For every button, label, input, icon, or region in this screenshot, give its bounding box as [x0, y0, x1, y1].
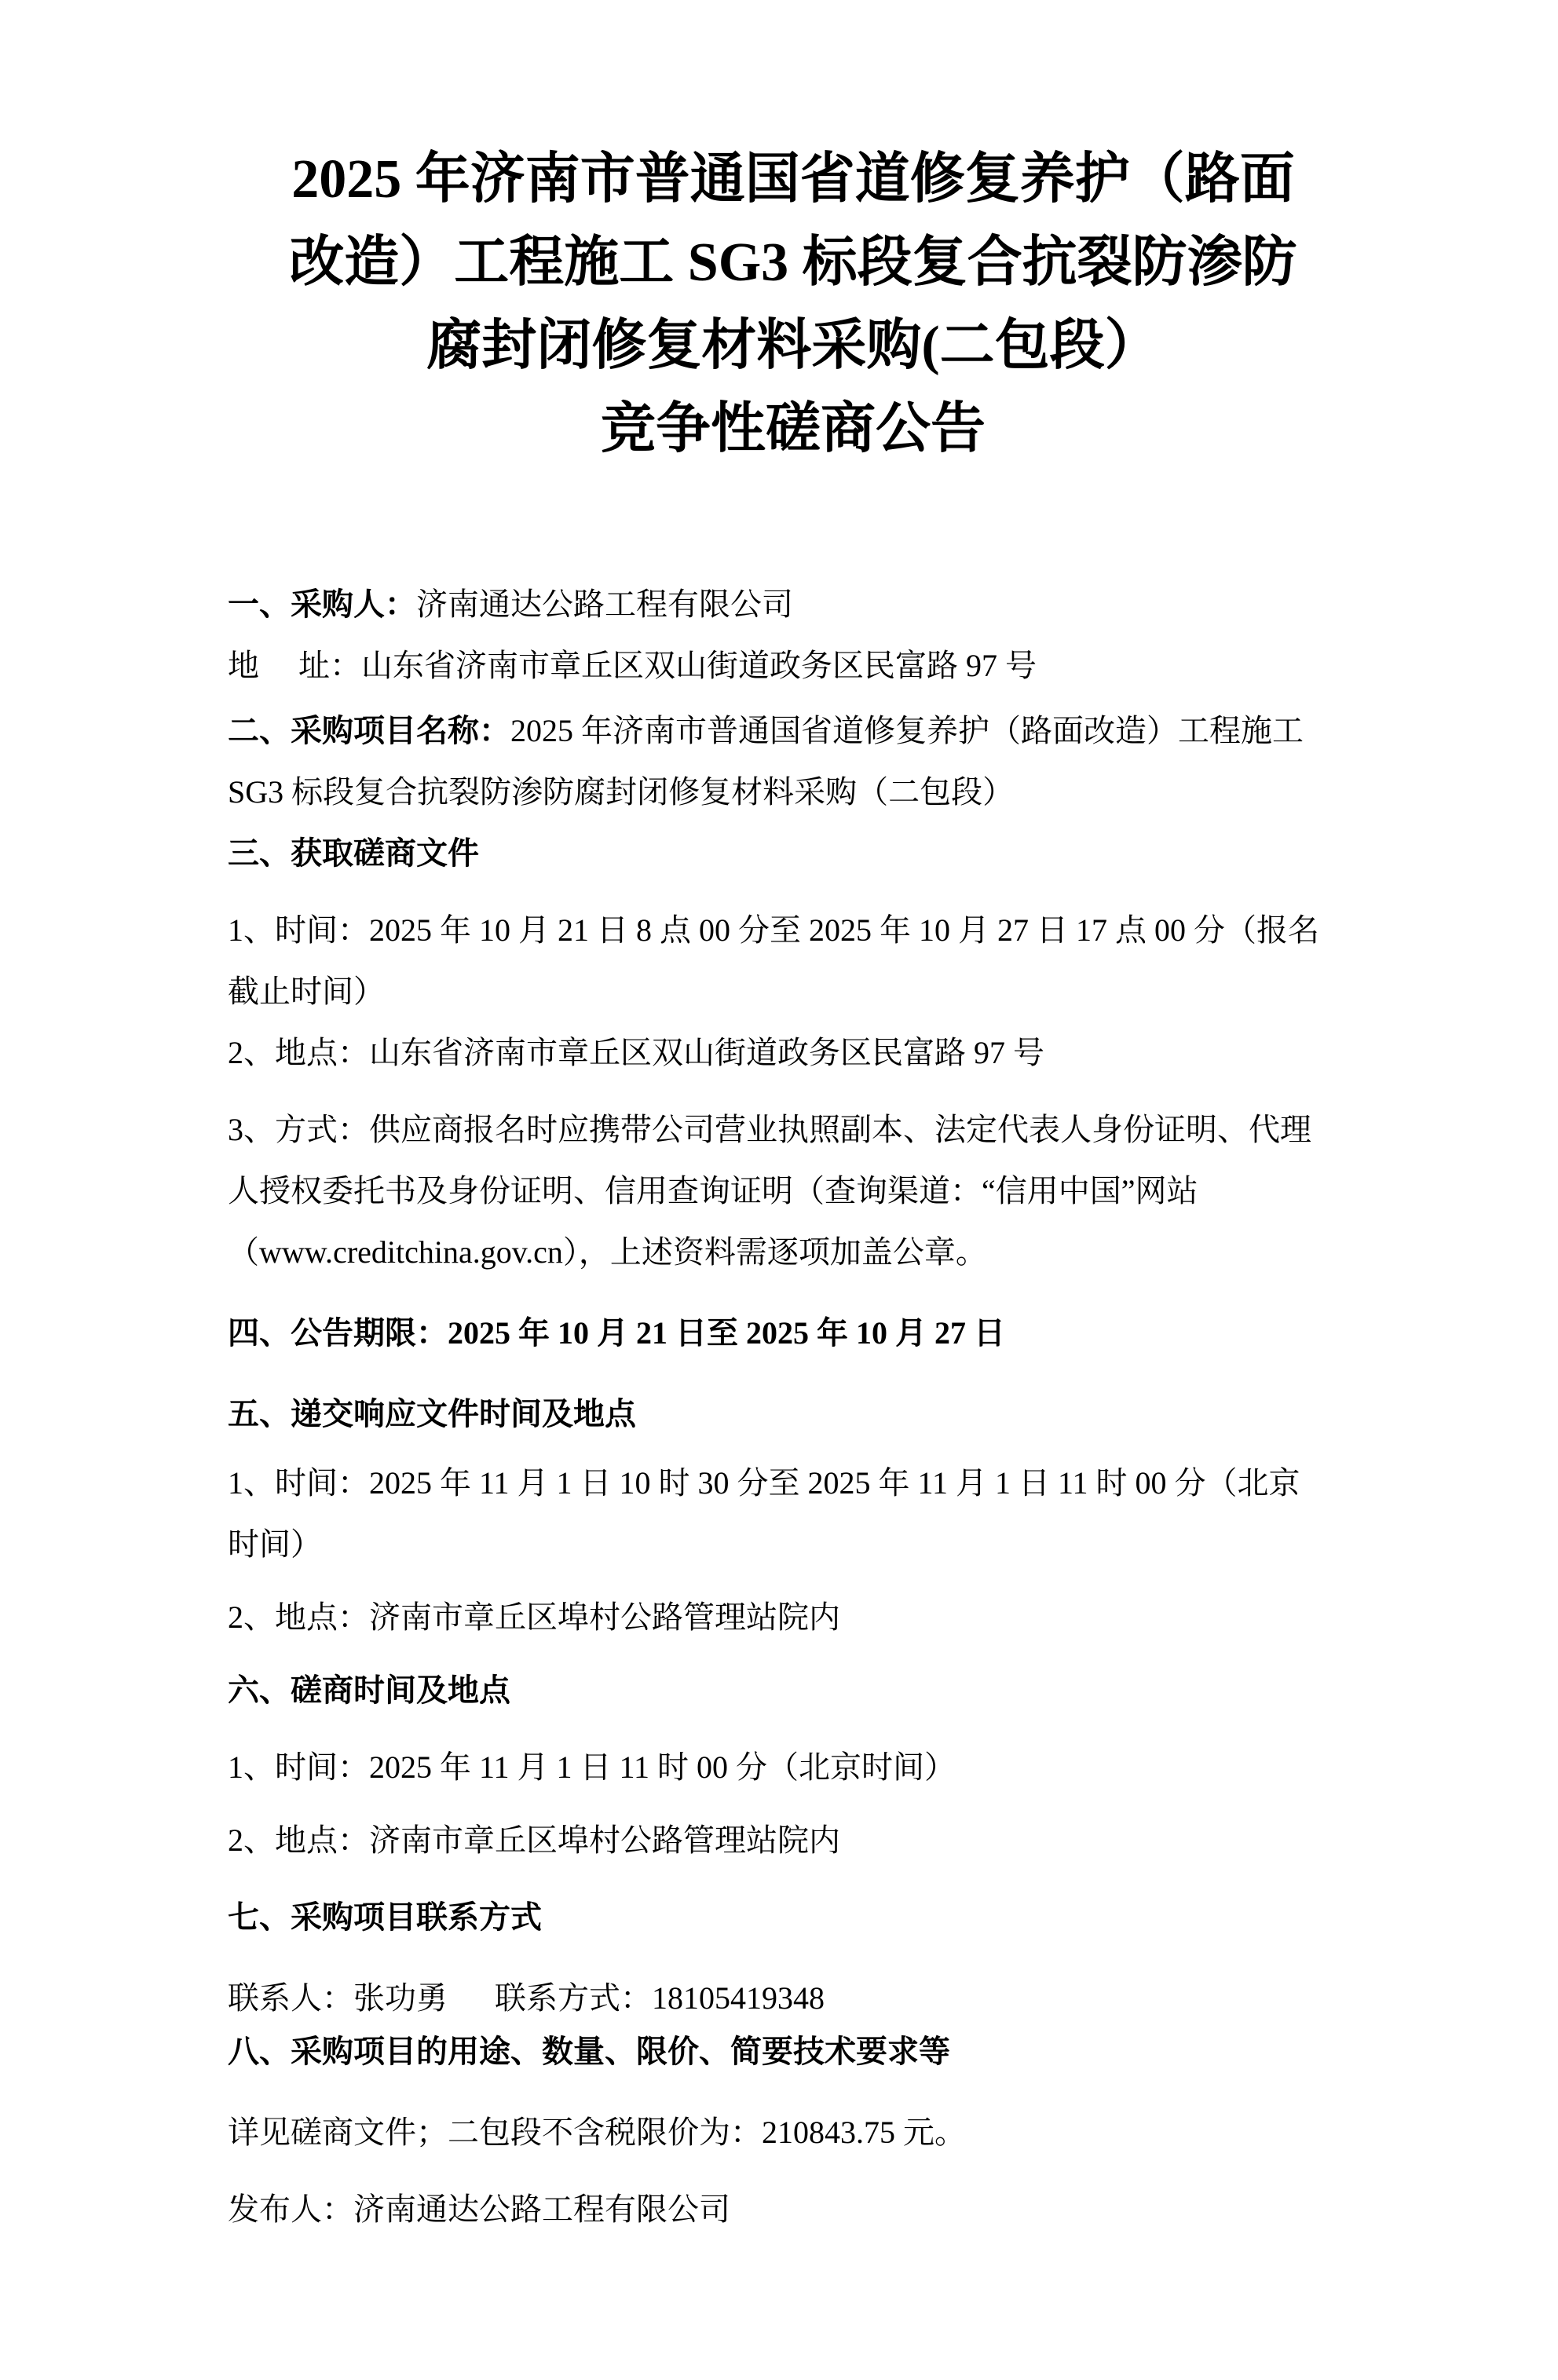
text-line [228, 1303, 1359, 1364]
text-segment: 时间） [228, 1526, 322, 1562]
text-segment: 济南通达公路工程有限公司 [416, 587, 793, 622]
paragraph [228, 1660, 1359, 1721]
text-segment: 1、时间：2025 年 11 月 1 日 11 时 00 分（北京时间） [228, 1749, 956, 1785]
paragraph [228, 635, 1359, 696]
paragraph [228, 1303, 1359, 1364]
text-segment: 一、采购人： [228, 587, 416, 622]
text-segment: （www.creditchina.gov.cn），上述资料需逐项加盖公章。 [228, 1234, 987, 1270]
title-line: 竞争性磋商公告 [601, 399, 986, 459]
text-line [228, 2021, 1359, 2082]
title-line: 改造）工程施工 SG3 标段复合抗裂防渗防 [289, 232, 1297, 293]
title-line: 2025 年济南市普通国省道修复养护（路面 [291, 149, 1295, 210]
text-line [228, 574, 1359, 635]
text-line [228, 1810, 1359, 1871]
text-segment: 详见磋商文件；二包段不含税限价为：210843.75 元。 [228, 2115, 966, 2150]
paragraph [228, 2179, 1359, 2240]
document-title [228, 0, 1359, 471]
text-segment: 二、采购项目名称： [228, 713, 510, 748]
text-line [228, 1587, 1359, 1648]
text-segment: 发布人：济南通达公路工程有限公司 [228, 2192, 730, 2227]
text-segment: 七、采购项目联系方式 [228, 1899, 542, 1935]
paragraph [228, 1384, 1359, 1445]
paragraph [228, 1587, 1359, 1648]
paragraph [228, 1099, 1359, 1283]
text-segment: 五、递交响应文件时间及地点 [228, 1396, 636, 1431]
text-line [228, 1887, 1359, 1948]
paragraph [228, 1887, 1359, 1948]
text-segment: 1、时间：2025 年 11 月 1 日 10 时 30 分至 2025 年 11 月 1 日 11 时 00 分（北京 [228, 1465, 1300, 1501]
text-line [228, 700, 1359, 762]
paragraph [228, 823, 1359, 884]
text-line [228, 1222, 1359, 1283]
text-segment: 八、采购项目的用途、数量、限价、简要技术要求等 [228, 2034, 950, 2069]
text-segment: 六、磋商时间及地点 [228, 1673, 510, 1708]
text-line [228, 1660, 1359, 1721]
paragraph [228, 700, 1359, 823]
text-segment: 截止时间） [228, 974, 385, 1009]
document-body [228, 574, 1359, 2240]
paragraph [228, 1737, 1359, 1798]
text-line [228, 1022, 1359, 1084]
text-line [228, 1968, 1359, 2029]
title-line: 腐封闭修复材料采购(二包段） [426, 316, 1160, 376]
text-line [228, 762, 1359, 823]
text-line [228, 1514, 1359, 1575]
paragraph [228, 1810, 1359, 1871]
text-line [228, 1161, 1359, 1222]
paragraph [228, 574, 1359, 635]
text-segment: 2、地点：济南市章丘区埠村公路管理站院内 [228, 1822, 840, 1858]
text-line [228, 2179, 1359, 2240]
paragraph [228, 1453, 1359, 1575]
paragraph [228, 1968, 1359, 2029]
text-line [228, 1384, 1359, 1445]
text-segment: 2025 年济南市普通国省道修复养护（路面改造）工程施工 [510, 713, 1304, 748]
text-segment: SG3 标段复合抗裂防渗防腐封闭修复材料采购（二包段） [228, 774, 1015, 810]
paragraph [228, 1022, 1359, 1084]
text-line [228, 1099, 1359, 1161]
text-line [228, 961, 1359, 1022]
paragraph [228, 2021, 1359, 2082]
text-segment: 地 址：山东省济南市章丘区双山街道政务区民富路 97 号 [228, 648, 1037, 683]
text-segment: 3、方式：供应商报名时应携带公司营业执照副本、法定代表人身份证明、代理 [228, 1112, 1311, 1147]
text-line [228, 1453, 1359, 1514]
text-segment: 人授权委托书及身份证明、信用查询证明（查询渠道：“信用中国”网站 [228, 1173, 1198, 1208]
text-line [228, 2102, 1359, 2163]
text-segment: 2、地点：济南市章丘区埠村公路管理站院内 [228, 1599, 840, 1635]
text-line [228, 635, 1359, 696]
text-line [228, 900, 1359, 961]
text-line [228, 1737, 1359, 1798]
document-content [228, 0, 1359, 2240]
paragraph [228, 2102, 1359, 2163]
text-segment: 三、获取磋商文件 [228, 835, 479, 871]
text-segment: 2、地点：山东省济南市章丘区双山街道政务区民富路 97 号 [228, 1035, 1044, 1070]
text-segment: 1、时间：2025 年 10 月 21 日 8 点 00 分至 2025 年 10 月 27 日 17 点 00 分（报名 [228, 912, 1319, 948]
text-segment: 联系人：张功勇 联系方式：18105419348 [228, 1980, 825, 2016]
text-segment: 四、公告期限：2025 年 10 月 21 日至 2025 年 10 月 27 日 [228, 1315, 1005, 1351]
text-line [228, 823, 1359, 884]
paragraph [228, 900, 1359, 1022]
